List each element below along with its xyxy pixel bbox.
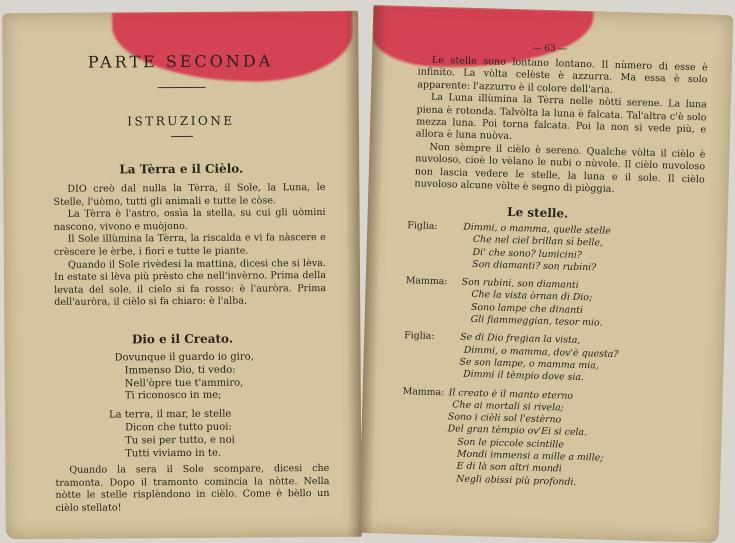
heading-dio-creato: Dio e il Creato. <box>131 331 234 347</box>
page-number: — 63 — <box>532 43 568 55</box>
poem-line: Son diamanti? son rubini? <box>472 258 597 274</box>
stanza <box>403 330 704 388</box>
poem-line: Se son lampe, o mamma mia, <box>459 356 599 372</box>
paragraph: La Luna illùmina la Tèrra nelle nòtti serene. La luna piena è rotonda. Talvòlta la luna è falcata. Tal'altra c'è solo mezza luna. Poi torna falcata. Poi la non si vede più, e allora è luna nuòva. <box>415 91 707 143</box>
speaker-label: Figlia: <box>407 220 438 232</box>
poem-line: Il creato è il manto eterno <box>448 386 574 402</box>
verse-line: La terra, il mar, le stelle <box>108 408 232 421</box>
paragraph: Le stelle sono lontano lontano. Il nùmero di esse è infinito. La vòlta celèste è azzurra. Ma essa è solo apparente: l'azzurro è il colore dell'aria. <box>417 54 708 96</box>
verse-line: Tu sei per tutto, e noi <box>125 434 235 447</box>
poem-line: Se di Dio fregian la vista, <box>460 332 581 347</box>
stanza <box>400 386 703 493</box>
paragraph: Non sèmpre il cièlo è sereno. Qualche vòlta il cièlo è nuvoloso, cioè lo vèlano le nubi o nùvole. Il cièlo nuvoloso non lascia vedere le stelle, la luna e il sole. Il cièlo nuvoloso alcune vòlte è segno di piòggia. <box>414 141 706 195</box>
poem-line: Dimmi, o mamma, dov'è questa? <box>463 344 619 360</box>
verse-line: Ti riconosco in me; <box>124 390 222 402</box>
part-title: PARTE SECONDA <box>87 51 274 72</box>
prose-terra <box>53 182 326 310</box>
prose-stelle <box>414 54 708 199</box>
paragraph: DIO creò dal nulla la Tèrra, il Sole, la Luna, le Stelle, l'uòmo, tutti gli animali e tutte le còse. <box>53 181 326 208</box>
section-rule <box>171 136 193 137</box>
verse-line: Immenso Dio, ti vedo: <box>124 364 236 377</box>
heading-le-stelle: Le stelle. <box>506 204 569 221</box>
poem-line: Che ai mortali si rivela; <box>452 399 564 414</box>
poem-line: Son le piccole scintille <box>457 436 565 451</box>
gutter-shadow <box>359 5 388 533</box>
poem-line: Di' che sono? lumicini? <box>472 246 582 261</box>
poem-line: Sono lampe che dinanti <box>470 301 584 316</box>
poem-line: Son rubini, son diamanti <box>461 276 579 292</box>
verse-line: Tutti viviamo in te. <box>125 447 222 459</box>
poem-line: Negli abissi più profondi. <box>456 473 577 488</box>
verse-dio-creato <box>109 351 300 461</box>
speaker-label: Mamma: <box>402 385 445 398</box>
right-page <box>359 5 734 543</box>
poem-le-stelle <box>400 220 707 492</box>
red-stain <box>112 11 352 83</box>
poem-line: E di là son altri mondi <box>456 460 562 475</box>
poem-line: Sono i cièli sol l'estèrno <box>447 411 562 426</box>
paragraph: Quando la sera il Sole scompare, dicesi che tramonta. Dopo il tramonto comincia la nòtte. Nella nòtte le stelle risplèndono in cièlo. Come è bèllo un cièlo stellato! <box>55 462 330 514</box>
speaker-label: Mamma: <box>405 275 448 288</box>
title-rule <box>158 87 206 88</box>
gutter-shadow <box>344 11 362 537</box>
poem-line: Dimmi, o mamma, quelle stelle <box>463 221 611 237</box>
paragraph: Quando il Sole rivèdesi la mattina, dicesi che si lèva. In estate si lèva più prèsto che nell'invèrno. Prima della levata del sole, il cielo si fa rosso: è l'auròra. Prima dell'auròra, il cièlo si fa chiaro: è l'alba. <box>53 257 327 309</box>
poem-line: Che nel ciel brillan sì belle, <box>472 234 604 249</box>
poem-line: Che la vista òrnan di Dio; <box>471 289 593 304</box>
paragraph: Il Sole illùmina la Tèrra, la riscalda e vi fa nàscere e crèscere le èrbe, i fiori e tutte le piante. <box>53 232 326 258</box>
poem-line: Del gran tèmpio ov'Ei si cela. <box>447 423 588 439</box>
verse-line: Nell'òpre tue t'ammiro, <box>124 377 244 389</box>
paragraph: La Tèrra è l'astro, ossìa la stella, su cui gli uòmini nascono, vivono e muòjono. <box>53 207 326 233</box>
verse-line: Dicon che tutto puoi: <box>125 421 232 434</box>
poem-line: Gli fiammeggian, tesor mio. <box>470 313 603 329</box>
stanza <box>406 220 707 278</box>
verse-line: Dovunque il guardo io giro, <box>114 351 254 364</box>
prose-closing <box>55 463 329 515</box>
speaker-label: Figlia: <box>404 330 435 343</box>
left-page <box>2 11 362 539</box>
poem-line: Mondi immensi a mille a mille; <box>456 448 604 464</box>
heading-terra-cielo: La Tèrra e il Cièlo. <box>119 161 244 177</box>
section-title: ISTRUZIONE <box>127 113 235 129</box>
stanza <box>405 275 706 333</box>
poem-line: Dimmi il tèmpio dove sia. <box>463 368 585 384</box>
